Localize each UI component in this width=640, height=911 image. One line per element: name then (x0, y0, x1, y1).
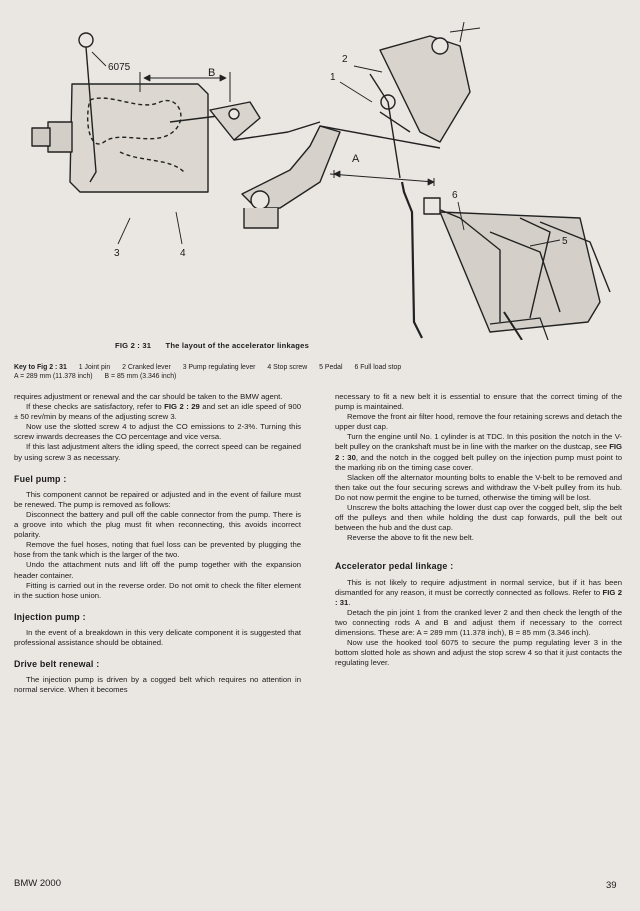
heading-injection-pump: Injection pump : (14, 611, 86, 622)
label-1: 1 (330, 72, 336, 83)
label-2: 2 (342, 54, 348, 65)
label-b: B (208, 67, 216, 79)
left-column (14, 392, 301, 695)
paragraph: Unscrew the bolts attaching the lower dust cap over the cogged belt, slip the belt off the pulleys and then while holding the dust cap forwards, pull the belt out between the hub and the dust cap. (335, 503, 622, 533)
figure-reference: FIG 2 : 30 (335, 442, 622, 462)
pedal-rod (402, 182, 422, 338)
paragraph: Slacken off the alternator mounting bolts to enable the V-belt to be removed and then take out the four securing screws and withdraw the V-belt pulley from its hub. Do not now permit the engine to be turned, otherwise the timing will be lost. (335, 472, 622, 502)
paragraph: Fitting is carried out in the reverse order. Do not omit to check the filter element in the suction hose union. (14, 580, 301, 600)
label-a: A (352, 153, 360, 165)
paragraph: Now use the slotted screw 4 to adjust the CO emissions to 2-3%. Turning this screw inwards decreases the CO percentage and vice versa. (14, 422, 301, 442)
key-item: 5 Pedal (319, 364, 343, 371)
hooked-tool-loop (79, 33, 93, 47)
figure-reference: FIG 2 : 29 (164, 402, 200, 412)
pump-shaft-end (48, 122, 72, 152)
paragraph: requires adjustment or renewal and the car should be taken to the BMW agent. (14, 392, 283, 401)
label-6075: 6075 (108, 62, 131, 73)
paragraph: Undo the attachment nuts and lift off the pump together with the expansion header container. (14, 560, 301, 580)
paragraph: If this last adjustment alters the idling speed, the correct speed can be regained by using screw 3 as necessary. (14, 442, 301, 462)
paragraph: Remove the front air filter hood, remove the four retaining screws and detach the upper dust cap. (335, 412, 622, 432)
paragraph: Detach the pin joint 1 from the cranked lever 2 and then check the length of the two connecting rods A and B and adjust them if necessary to the correct dimensions. These are: A = 289 mm (11.378 inch), B = 85 mm (3.346 inch). (335, 607, 622, 637)
key-item: 3 Pump regulating lever (182, 364, 256, 371)
accelerator-linkage-figure (20, 22, 630, 340)
label-6: 6 (452, 190, 458, 201)
figure-reference: FIG 2 : 31 (335, 587, 622, 607)
connecting-lever (370, 74, 400, 178)
footer-book-title: BMW 2000 (14, 878, 61, 889)
figure-title: The layout of the accelerator linkages (165, 341, 309, 350)
key-item: 2 Cranked lever (122, 364, 171, 371)
paragraph: Remove the fuel hoses, noting that fuel loss can be prevented by plugging the hose from the tank which is the larger of the two. (14, 540, 301, 560)
page-number: 39 (606, 880, 617, 891)
key-label: Key to Fig 2 : 31 (14, 364, 67, 371)
paragraph: Turn the engine until No. 1 cylinder is at TDC. In this position the notch in the V-belt pulley on the crankshaft must be in line with the marker on the dustcap, see FIG 2 : 30, and the notch in the cogged belt pulley on the injection pump must point to the marking rib on the timing case cover. (335, 432, 622, 472)
label-3: 3 (114, 248, 120, 259)
paragraph: Now use the hooked tool 6075 to secure the pump regulating lever 3 in the bottom slotted hole as shown and adjust the stop screw 4 so that it just contacts the regulating lever. (335, 638, 622, 668)
key-item: 4 Stop screw (267, 364, 308, 371)
figure-number: FIG 2 : 31 (115, 341, 152, 350)
paragraph: In the event of a breakdown in this very delicate component it is suggested that professional assistance should be obtained. (14, 627, 301, 647)
upper-bracket (380, 36, 470, 142)
paragraph: Reverse the above to fit the new belt. (347, 533, 474, 543)
heading-fuel-pump: Fuel pump : (14, 473, 67, 484)
key-dim-a: A = 289 mm (11.378 inch) (14, 373, 93, 380)
label-5: 5 (562, 236, 568, 247)
paragraph: This component cannot be repaired or adjusted and in the event of failure must be renewed. The pump is removed as follows: (14, 489, 301, 509)
paragraph: The injection pump is driven by a cogged belt which requires no attention in normal service. When it becomes (14, 675, 301, 695)
heading-accelerator-linkage: Accelerator pedal linkage : (335, 561, 454, 572)
paragraph: necessary to fit a new belt it is essential to ensure that the correct timing of the pump is maintained. (335, 392, 622, 412)
key-item: 6 Full load stop (354, 364, 402, 371)
key-dim-b: B = 85 mm (3.346 inch) (104, 373, 177, 380)
paragraph: If these checks are satisfactory, refer to FIG 2 : 29 and set an idle speed of 900 ± 50 rev/min by means of the adjusting screw 3. (14, 402, 301, 422)
label-4: 4 (180, 248, 186, 259)
key-item: 1 Joint pin (78, 364, 111, 371)
figure-caption (115, 341, 309, 350)
paragraph: Disconnect the battery and pull off the cable connector from the pump. There is a groove into which the plug must fit when reconnecting, this avoids incorrect polarity. (14, 509, 301, 540)
figure-key (14, 363, 629, 381)
right-column (335, 392, 622, 668)
linkage-diagram (20, 22, 630, 340)
heading-drive-belt: Drive belt renewal : (14, 659, 100, 670)
paragraph: This is not likely to require adjustment in normal service, but if it has been dismantled for any reason, it must be correctly connected as follows. Refer to FIG 2 : 31. (335, 577, 622, 607)
